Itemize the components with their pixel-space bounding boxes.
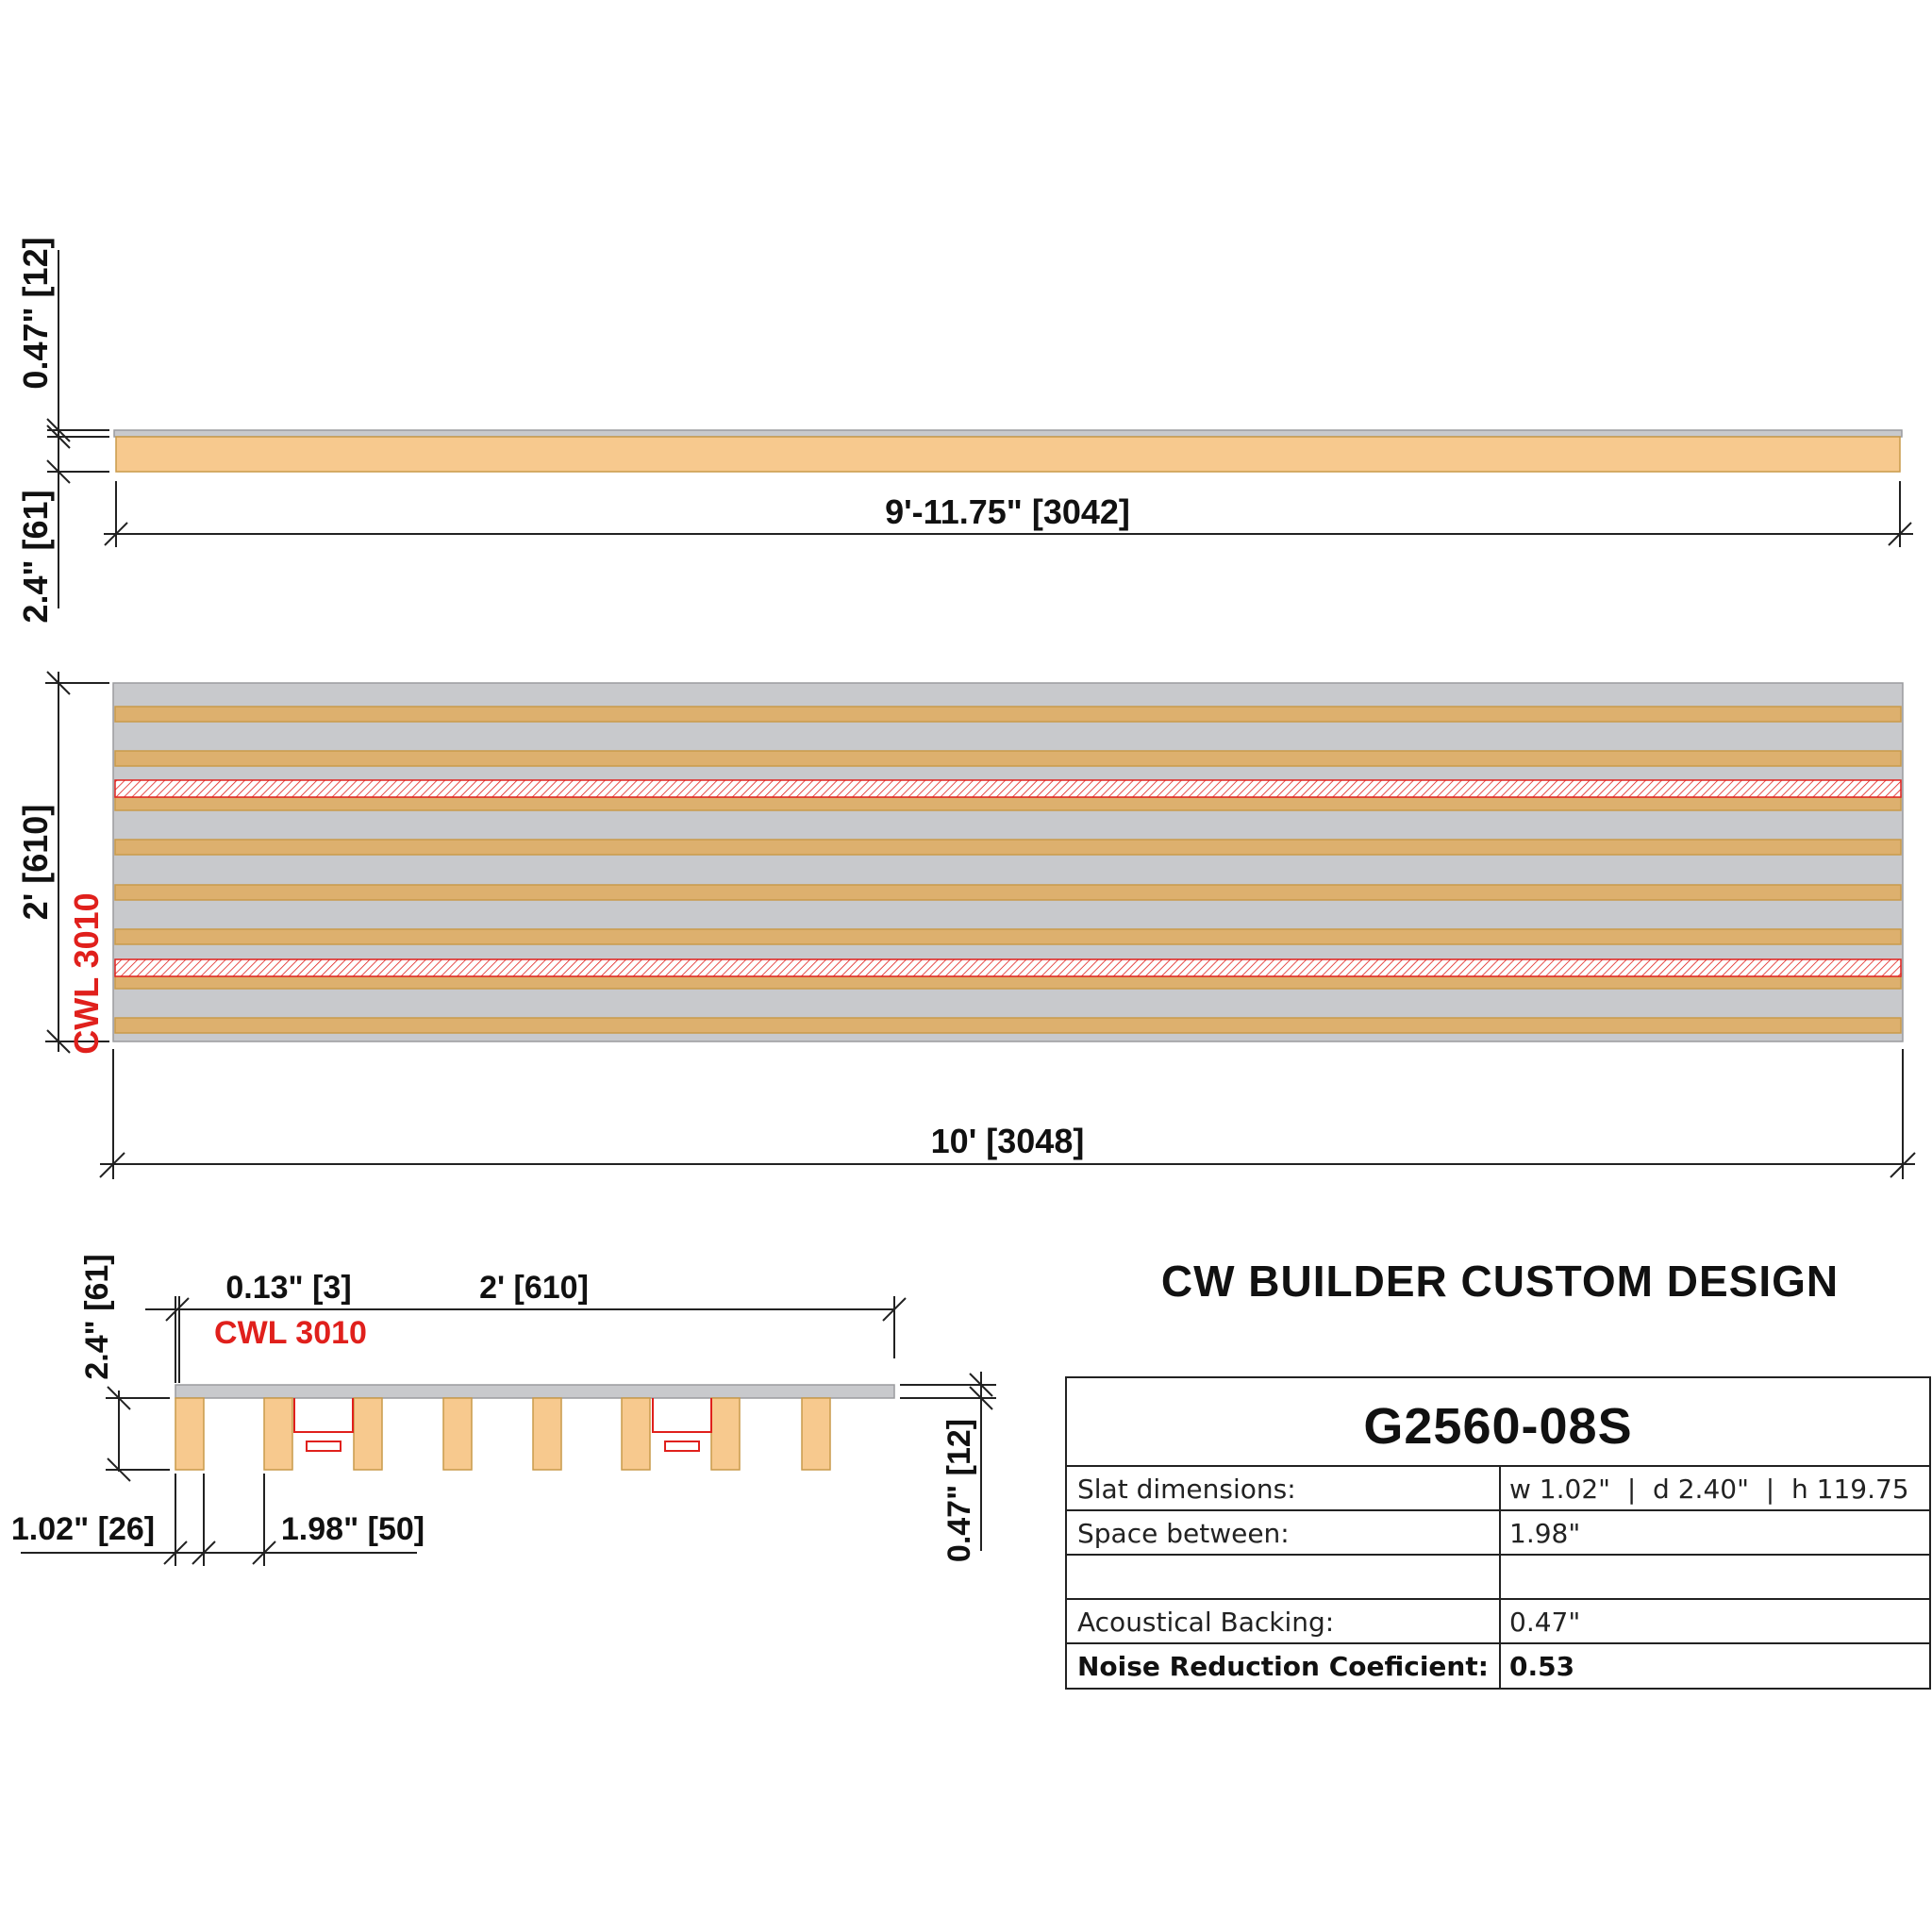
- section-backing-thickness-label: 0.47" [12]: [941, 1418, 977, 1563]
- front-slat-2: [115, 751, 1901, 766]
- section-slat-8: [802, 1398, 830, 1470]
- front-light-channel-2: [115, 959, 1901, 976]
- section-slat-1: [175, 1398, 204, 1470]
- front-panel-length-label: 10' [3048]: [930, 1122, 1085, 1160]
- section-panel-width-label: 2' [610]: [479, 1270, 589, 1306]
- section-slat-depth-label: 2.4" [61]: [79, 1254, 115, 1380]
- section-view: [11, 1254, 996, 1566]
- section-slat-2: [264, 1398, 292, 1470]
- front-slat-6: [115, 929, 1901, 944]
- front-view: [16, 672, 1915, 1179]
- front-slat-4: [115, 840, 1901, 855]
- section-slat-spacing-label: 1.98" [50]: [280, 1511, 425, 1547]
- section-light-label: CWL 3010: [214, 1315, 367, 1351]
- row-space-between-value: 1.98": [1509, 1518, 1581, 1549]
- section-slat-width-label: 1.02" [26]: [10, 1511, 156, 1547]
- row-nrc-value: 0.53: [1509, 1651, 1575, 1682]
- top-backing: [114, 430, 1902, 437]
- top-backing-thickness-label: 0.47" [12]: [16, 237, 55, 390]
- front-slat-5: [115, 885, 1901, 900]
- top-slat-depth-label: 2.4" [61]: [16, 490, 55, 624]
- row-slat-dimensions-label: Slat dimensions:: [1077, 1474, 1296, 1505]
- front-slat-8: [115, 1018, 1901, 1033]
- top-view: [16, 237, 1913, 623]
- section-slat-5: [533, 1398, 561, 1470]
- row-acoustical-backing-value: 0.47": [1509, 1607, 1581, 1638]
- section-slat-4: [443, 1398, 472, 1470]
- row-acoustical-backing-label: Acoustical Backing:: [1077, 1607, 1335, 1638]
- row-slat-dimensions-value: w 1.02" | d 2.40" | h 119.75: [1509, 1474, 1909, 1505]
- section-light-channel-2: [653, 1398, 711, 1451]
- front-light-label: CWL 3010: [67, 892, 106, 1055]
- section-slat-3: [354, 1398, 382, 1470]
- row-space-between-label: Space between:: [1077, 1518, 1290, 1549]
- section-light-channel-1: [294, 1398, 353, 1451]
- section-edge-offset-label: 0.13" [3]: [225, 1270, 352, 1306]
- model-number: G2560-08S: [1363, 1398, 1633, 1455]
- section-slat-7: [711, 1398, 740, 1470]
- row-nrc-label: Noise Reduction Coeficient:: [1077, 1651, 1489, 1682]
- section-slats: [175, 1398, 830, 1470]
- front-slat-1: [115, 707, 1901, 722]
- section-backing: [175, 1385, 894, 1398]
- section-slat-6: [622, 1398, 650, 1470]
- front-panel-height-label: 2' [610]: [16, 804, 55, 921]
- top-slat-length-label: 9'-11.75" [3042]: [885, 492, 1130, 531]
- top-slat: [116, 437, 1900, 472]
- title-heading: CW BUILDER CUSTOM DESIGN: [1160, 1257, 1840, 1306]
- title-block: [1066, 1257, 1930, 1689]
- front-light-channel-1: [115, 780, 1901, 797]
